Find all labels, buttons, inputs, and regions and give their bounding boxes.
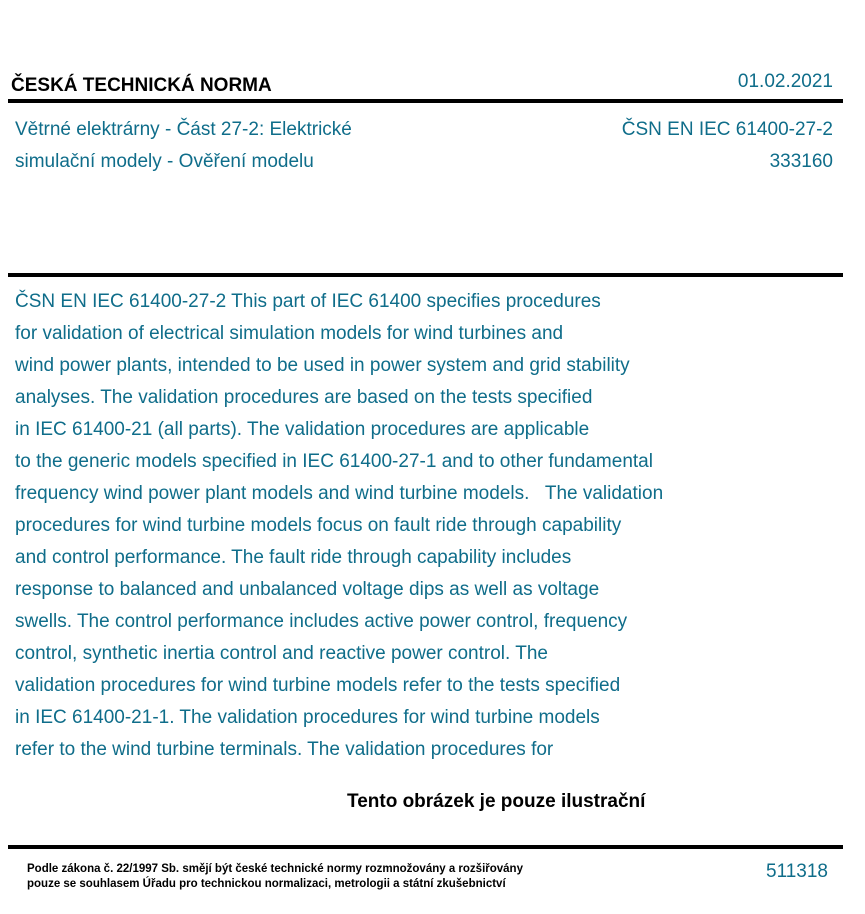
legal-line: pouze se souhlasem Úřadu pro technickou normalizaci, metrologii a státní zkušebnictví (27, 878, 506, 890)
standard-designation: ČSN EN IEC 61400-27-2 (621, 119, 833, 140)
abstract-line: procedures for wind turbine models focus on fault ride through capability (15, 515, 622, 536)
abstract-line: refer to the wind turbine terminals. The validation procedures for (15, 739, 554, 760)
document-number: 511318 (766, 861, 828, 882)
abstract-line: in IEC 61400-21 (all parts). The validation procedures are applicable (15, 419, 590, 440)
abstract-line: to the generic models specified in IEC 61400-27-1 and to other fundamental (15, 451, 653, 472)
legal-notice (27, 862, 523, 892)
title-line: simulační modely - Ověření modelu (15, 151, 314, 172)
abstract-line: response to balanced and unbalanced voltage dips as well as voltage (15, 579, 600, 600)
footer-divider (8, 845, 843, 849)
section-divider (8, 273, 843, 277)
standard-title (15, 114, 455, 178)
abstract-line: and control performance. The fault ride through capability includes (15, 547, 572, 568)
abstract-line: wind power plants, intended to be used in power system and grid stability (15, 355, 630, 376)
abstract-line: frequency wind power plant models and wind turbine models. The validation (15, 483, 664, 504)
abstract-line: swells. The control performance includes active power control, frequency (15, 611, 628, 632)
legal-line: Podle zákona č. 22/1997 Sb. smějí být české technické normy rozmnožovány a rozšiřovány (27, 863, 523, 875)
abstract-line: control, synthetic inertia control and reactive power control. The (15, 643, 548, 664)
abstract-line: for validation of electrical simulation models for wind turbines and (15, 323, 564, 344)
abstract-line: in IEC 61400-21-1. The validation procedures for wind turbine models (15, 707, 600, 728)
publication-date: 01.02.2021 (737, 71, 833, 92)
standard-identifiers (622, 114, 833, 178)
abstract-line: validation procedures for wind turbine models refer to the tests specified (15, 675, 621, 696)
header-divider (8, 99, 843, 103)
abstract-line: ČSN EN IEC 61400-27-2 This part of IEC 61400 specifies procedures (15, 291, 601, 312)
abstract-text (15, 286, 775, 766)
abstract-line: analyses. The validation procedures are based on the tests specified (15, 387, 593, 408)
title-line: Větrné elektrárny - Část 27-2: Elektrické (15, 119, 352, 140)
classification-number: 333160 (769, 151, 833, 172)
document-type-heading: ČESKÁ TECHNICKÁ NORMA (11, 75, 272, 96)
illustration-disclaimer: Tento obrázek je pouze ilustrační (347, 791, 646, 812)
